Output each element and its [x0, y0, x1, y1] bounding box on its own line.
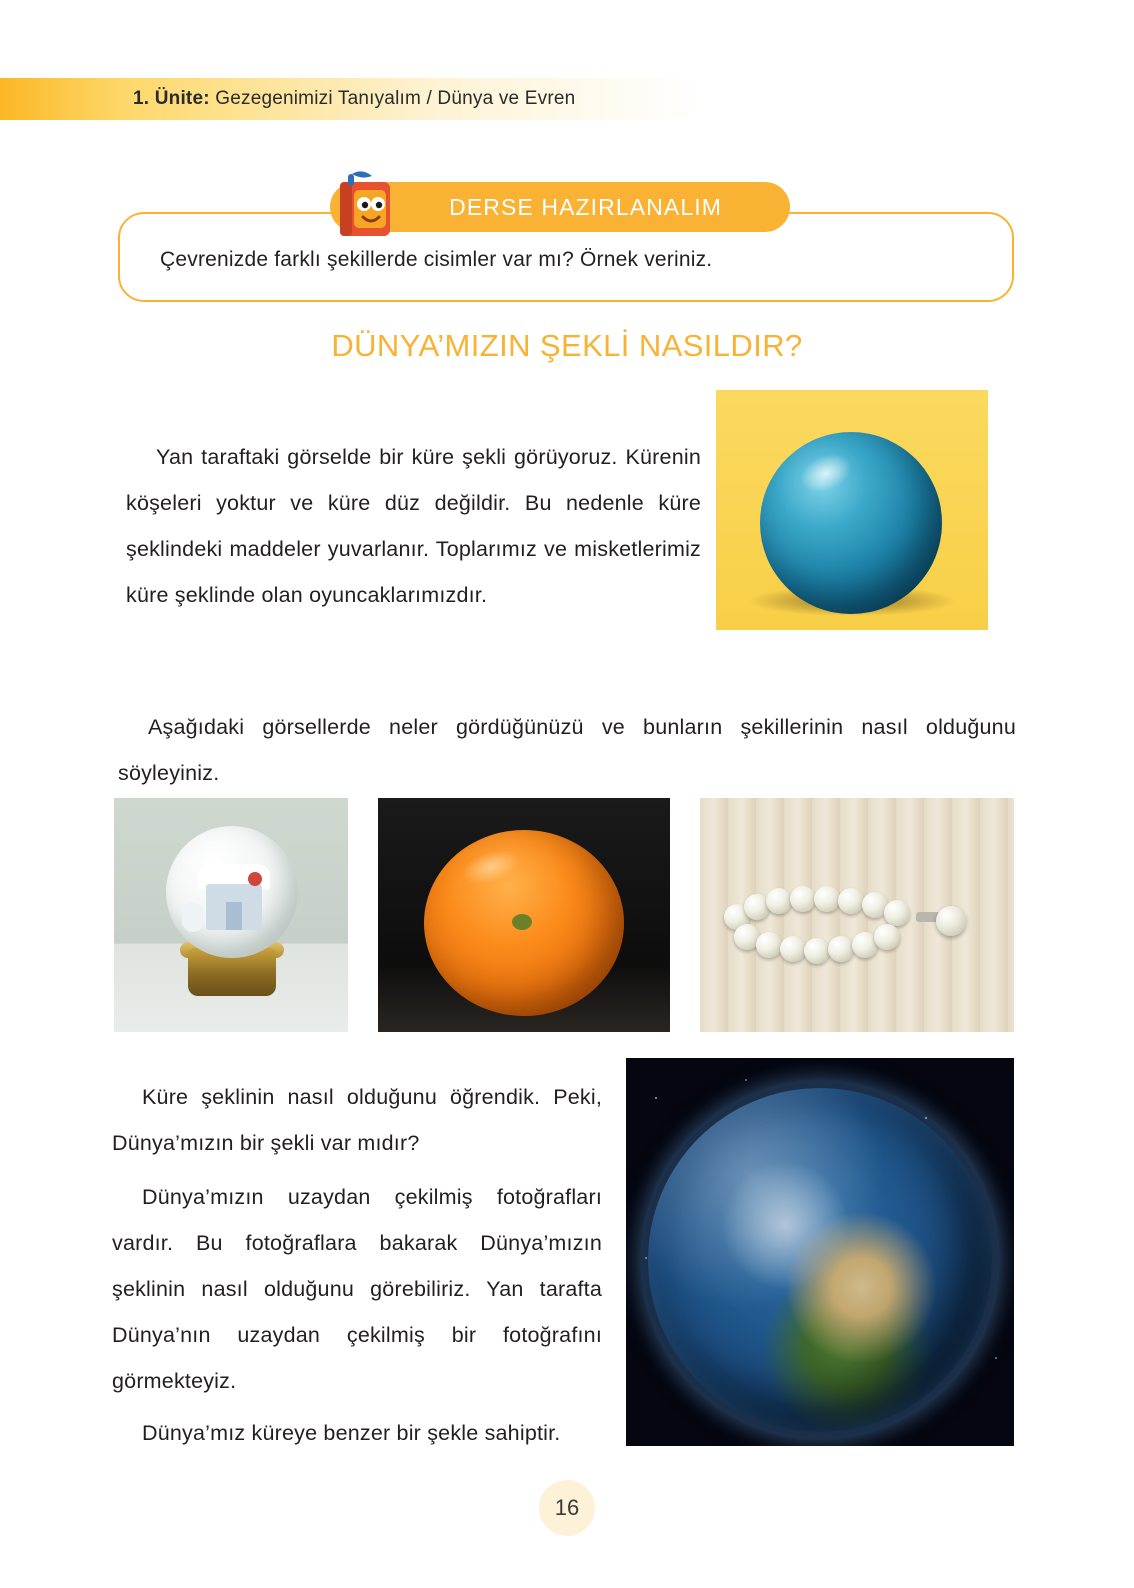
- prepare-badge-label: DERSE HAZIRLANALIM: [449, 193, 722, 220]
- book-mascot-icon: [330, 168, 402, 242]
- paragraph-observe-images: Aşağıdaki görsellerde neler gördüğünüzü ve bunların şekillerinin nasıl olduğunu söyleyiniz.: [118, 714, 1016, 785]
- paragraph-earth-question: Küre şeklinin nasıl olduğunu öğrendik. Peki, Dünya’mızın bir şekli var mıdır?: [112, 1084, 602, 1155]
- unit-label: 1. Ünite:: [133, 88, 210, 109]
- prepare-question: Çevrenizde farklı şekillerde cisimler var mı? Örnek veriniz.: [160, 248, 713, 271]
- pearl-bead: [828, 936, 854, 962]
- pearl-bracelet-photo: [700, 798, 1014, 1032]
- earth-from-space-photo: [626, 1058, 1014, 1446]
- photo-row: [114, 798, 1014, 1032]
- pearl-bead: [766, 888, 792, 914]
- paragraph-earth-conclusion: Dünya’mız küreye benzer bir şekle sahiptir.: [142, 1420, 561, 1445]
- sphere-ball: [760, 432, 942, 614]
- pearl-bead: [804, 938, 830, 964]
- pearl-clasp: [936, 906, 966, 936]
- pearl-bead: [814, 886, 840, 912]
- unit-title: Gezegenimizi Tanıyalım / Dünya ve Evren: [215, 88, 576, 109]
- orange-stem: [512, 914, 532, 930]
- snow-globe-decoration: [248, 872, 262, 886]
- earth-atmosphere-glow: [640, 1080, 1000, 1440]
- orange-photo: [378, 798, 670, 1032]
- page-number: 16: [539, 1480, 595, 1536]
- page-title: DÜNYA’MIZIN ŞEKLİ NASILDIR?: [331, 328, 803, 363]
- pearl-bead: [790, 886, 816, 912]
- paragraph-earth-photos: Dünya’mızın uzaydan çekilmiş fotoğrafları vardır. Bu fotoğraflara bakarak Dünya’mızın şeklinin nasıl olduğunu görebiliriz. Yan tarafta Dünya’nın uzaydan çekilmiş bir fotoğrafını görmekteyiz.: [112, 1184, 602, 1393]
- pearl-bead: [884, 900, 910, 926]
- snow-globe-house-door: [226, 902, 242, 930]
- pearl-bead: [780, 936, 806, 962]
- unit-header-text: [133, 88, 575, 110]
- pearl-bead: [874, 924, 900, 950]
- snow-globe-snowman: [182, 902, 204, 932]
- pearl-bead: [838, 888, 864, 914]
- unit-header-band: [0, 78, 700, 120]
- paragraph-sphere-description: Yan taraftaki görselde bir küre şekli görüyoruz. Kürenin köşeleri yoktur ve küre düz değildir. Bu nedenle küre şeklindeki maddeler yuvarlanır. Toplarımız ve misketlerimiz küre şeklinde olan oyuncaklarımızdır.: [126, 444, 701, 607]
- blue-sphere-figure: [716, 390, 988, 630]
- snow-globe-photo: [114, 798, 348, 1032]
- pearl-bead: [756, 932, 782, 958]
